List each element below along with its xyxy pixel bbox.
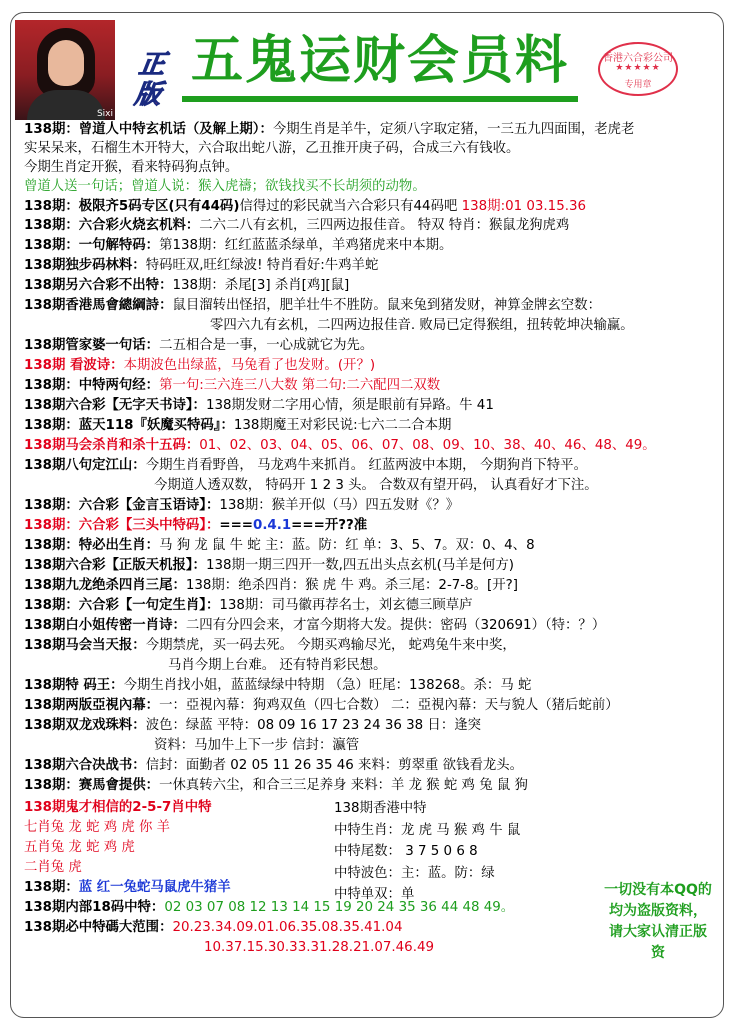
hk-title: 138期香港中特 — [334, 801, 427, 816]
line-23: 138期六合彩【正版天机报】：138期一期三四开一数,四五出头点玄机(马羊是何方) — [24, 558, 515, 573]
line-14: 138期：中特两句经：第一句:三六连三八大数 第二句:二六配四二双数 — [24, 378, 441, 393]
line-26: 138期白小姐传密一肖诗：二四有分四会来，才富今期将大发。提供：密码（320691）（特：？） — [24, 618, 606, 633]
line-22: 138期：特必出生肖：马 狗 龙 鼠 牛 蛇 主：蓝。防：红 单：3、5、7。双：0、4、8 — [24, 538, 535, 553]
copyright-note: 一切没有本QQ的均为盗版资料，请大家认清正版资 — [604, 882, 712, 961]
hk-tail-digits: 中特尾数： 3 7 5 0 6 8 — [334, 844, 478, 859]
line-5: 138期：极限齐5码专区(只有44码)信得过的彩民就当六合彩只有44码吧 138期:01 03.15.36 — [24, 199, 587, 214]
line-17: 138期马会杀肖和杀十五码：01、02、03、04、05、06、07、08、09、10、38、40、46、48、49。 — [24, 438, 656, 453]
hk-odd-even: 中特单双：单 — [334, 887, 415, 902]
line-4: 曾道人送一句话；曾道人说：猴入虎禱；欲钱找买不长胡须的动物。 — [24, 179, 426, 194]
line-25: 138期：六合彩【一句定生肖】：138期：司马徽再荐名士，刘玄德三顾草庐 — [24, 598, 473, 613]
line-21: 138期：六合彩【三头中特码】：===0.4.1===开??准 — [24, 518, 368, 533]
line-31: 138期双龙戏珠料：波色：绿蓝 平特：08 09 16 17 23 24 36 38 日：逢突 — [24, 718, 481, 733]
line-32: 资料：马加牛上下一步 信封：瀛管 — [154, 738, 360, 753]
line-42: 10.37.15.30.33.31.28.21.07.46.49 — [204, 940, 434, 955]
line-41: 138期必中特碼大范围：20.23.34.09.01.06.35.08.35.41.04 — [24, 920, 403, 935]
line-38: 二肖兔 虎 — [24, 860, 82, 875]
page-title: 五鬼运财会员料 — [190, 31, 569, 91]
line-20: 138期：六合彩【金言玉语诗】：138期：猴羊开似（马）四五发财《？》 — [24, 498, 460, 513]
line-16: 138期：蓝天118『妖魔买特码』：138期魔王对彩民说:七六二二合本期 — [24, 418, 452, 433]
line-3: 今期生肖定开猴，看来特码狗点钟。 — [24, 160, 239, 175]
line-33: 138期六合决战书：信封：面勤者 02 05 11 26 35 46 来料：剪翠重 欲钱看龙头。 — [24, 758, 524, 773]
zheng-ban-badge: 正版 — [132, 50, 168, 110]
line-12: 138期管家婆一句话：二五相合是一事，一心成就它为先。 — [24, 338, 374, 353]
title-area — [182, 28, 578, 96]
line-35: 138期鬼才相信的2-5-7肖中特 — [24, 800, 212, 815]
line-39: 138期：蓝 红一兔蛇马鼠虎牛猪羊 — [24, 880, 231, 895]
line-13: 138期 看波诗：本期波色出绿蓝，马兔看了也发财。(开？) — [24, 358, 376, 373]
seal-line-1: 香港六合彩公司 — [603, 53, 673, 64]
line-8: 138期独步码林料：特码旺双,旺红绿波! 特肖看好:牛鸡羊蛇 — [24, 258, 379, 273]
line-6: 138期：六合彩火烧玄机料：二六二八有玄机，三四两边报佳音。 特双 特肖：猴鼠龙狗虎鸡 — [24, 218, 570, 233]
line-9: 138期另六合彩不出特：138期：杀尾[3] 杀肖[鸡][鼠] — [24, 278, 350, 293]
portrait-photo — [15, 20, 115, 120]
hk-result-box — [334, 798, 520, 906]
seal-line-3: 专用章 — [624, 80, 652, 90]
line-40: 138期内部18码中特：02 03 07 08 12 13 14 15 19 20 24 35 36 44 48 49。 — [24, 900, 515, 915]
line-7: 138期：一句解特码：第138期：红红蓝蓝杀绿单，羊鸡猪虎来中本期。 — [24, 238, 453, 253]
line-19: 今期道人透双数， 特码开 1 2 3 头。 合数双有望开码， 认真看好才下注。 — [154, 478, 598, 493]
line-24: 138期九龙绝杀四肖三尾：138期：绝杀四肖：猴 虎 牛 鸡。杀三尾：2-7-8。[开?] — [24, 578, 518, 593]
line-28: 马肖今期上台难。 还有特肖彩民想。 — [168, 658, 387, 673]
line-27: 138期马会当天报：今期禁虎，买一码去死。 今期买鸡输尽光， 蛇鸡兔牛来中奖， — [24, 638, 516, 653]
line-1: 138期：曾道人中特玄机话（及解上期）：今期生肖是羊牛，定须八字取定猪，一三五九四面围，老虎老 — [24, 122, 635, 137]
company-seal — [598, 42, 678, 96]
hk-zodiac: 中特生肖：龙 虎 马 猴 鸡 牛 鼠 — [334, 822, 521, 838]
line-34: 138期：赛馬會提供：一休真转六尘，和合三三足养身 来料：羊 龙 猴 蛇 鸡 兔 鼠 狗 — [24, 778, 528, 793]
line-10: 138期香港馬會總綱詩：鼠目溜转出怪招，肥羊壮牛不胜防。鼠来兔到猪发财，神算金牌玄空数： — [24, 298, 601, 313]
line-2: 实呆呆来，石榴生木开特大，六合取出蛇八游，乙丑推开庚子码，合成三六有钱收。 — [24, 141, 520, 156]
line-30: 138期两版亞視內幕：一：亞視內幕：狗鸡双鱼（四七合数） 二：亞視內幕：天与貌人（猪后蛇前） — [24, 698, 619, 713]
title-underline — [182, 96, 578, 102]
seal-stars: ★★★★★ — [615, 63, 661, 73]
photo-tag: Sixi — [96, 109, 113, 119]
line-36: 七肖兔 龙 蛇 鸡 虎 你 羊 — [24, 820, 171, 835]
hk-wave-color: 中特波色：主：蓝。防：绿 — [334, 865, 495, 881]
line-18: 138期八句定江山：今期生肖看野兽， 马龙鸡牛来抓肖。 红蓝两波中本期， 今期狗肖下特平。 — [24, 458, 587, 473]
line-37: 五肖兔 龙 蛇 鸡 虎 — [24, 840, 135, 855]
line-11: 零四六九有玄机，二四两边报佳音. 败局已定得猴组，扭转乾坤决输赢。 — [210, 318, 634, 333]
line-15: 138期六合彩【无字天书诗】：138期发财二字用心情，须是眼前有异路。牛 41 — [24, 398, 494, 413]
line-29: 138期特 码王：今期生肖找小姐，蓝蓝绿绿中特期 （急）旺尾：138268。杀：马 蛇 — [24, 678, 532, 693]
